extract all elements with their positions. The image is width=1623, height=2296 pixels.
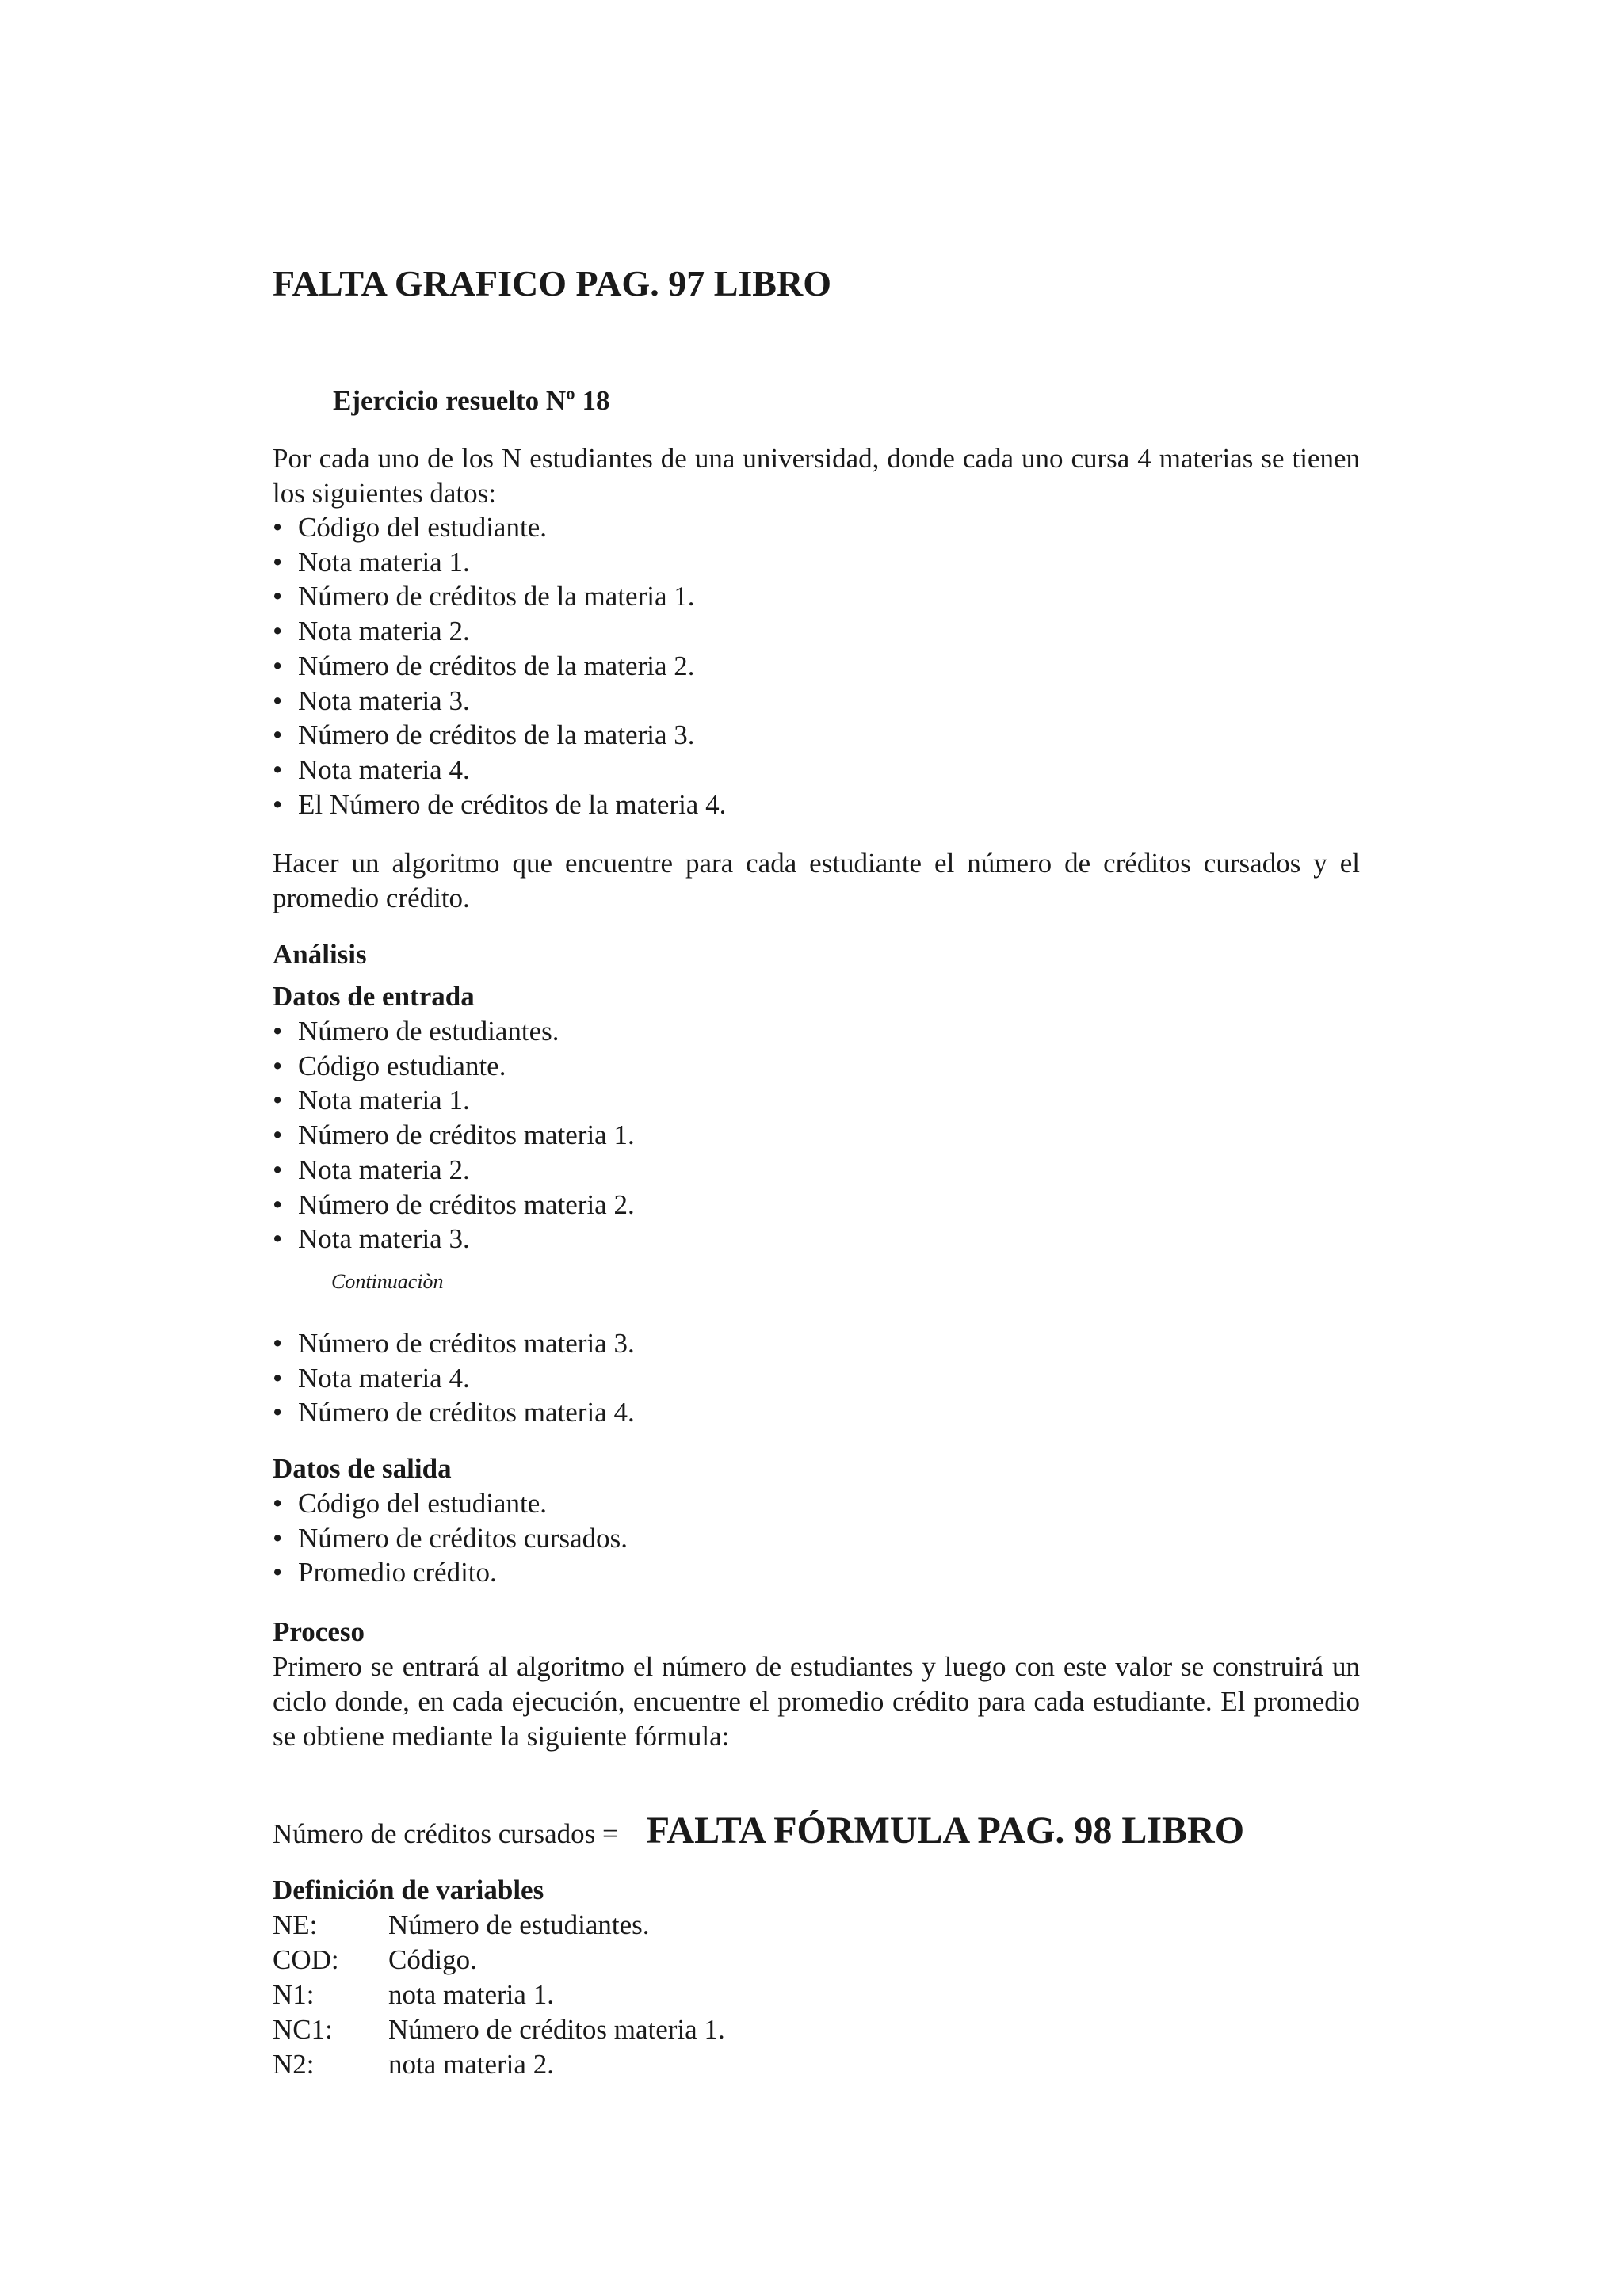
variable-row xyxy=(273,1978,1360,2012)
list-item: • Nota materia 1. xyxy=(273,545,1360,580)
list-item: • Número de créditos de la materia 3. xyxy=(273,718,1360,753)
process-heading: Proceso xyxy=(273,1616,365,1647)
variable-row xyxy=(273,1908,1360,1943)
output-data-list xyxy=(273,1486,1360,1590)
variable-description: nota materia 1. xyxy=(388,1979,554,2010)
list-item: • Nota materia 3. xyxy=(273,684,1360,719)
list-item: • Nota materia 4. xyxy=(273,753,1360,788)
list-item: • Nota materia 2. xyxy=(273,1153,1360,1188)
list-item: • Nota materia 1. xyxy=(273,1083,1360,1118)
formula-row xyxy=(273,1809,1360,1856)
missing-graph-note: FALTA GRAFICO PAG. 97 LIBRO xyxy=(273,263,831,303)
list-item: • Número de créditos de la materia 1. xyxy=(273,579,1360,614)
variable-name: COD: xyxy=(273,1944,339,1975)
list-item: • Código del estudiante. xyxy=(273,510,1360,545)
list-item: • Número de créditos materia 3. xyxy=(273,1326,1360,1361)
list-item: • Código del estudiante. xyxy=(273,1486,1360,1521)
formula-label: Número de créditos cursados = xyxy=(273,1818,618,1849)
list-item: • Nota materia 2. xyxy=(273,614,1360,649)
list-item: • El Número de créditos de la materia 4. xyxy=(273,788,1360,822)
variable-name: NC1: xyxy=(273,2014,333,2045)
list-item: • Número de créditos materia 1. xyxy=(273,1118,1360,1153)
exercise-title: Ejercicio resuelto Nº 18 xyxy=(333,385,610,416)
variable-row xyxy=(273,2047,1360,2082)
variables-heading: Definición de variables xyxy=(273,1875,544,1905)
missing-formula-note: FALTA FÓRMULA PAG. 98 LIBRO xyxy=(646,1810,1245,1852)
variables-list xyxy=(273,1908,1360,2082)
analysis-heading: Análisis xyxy=(273,939,367,970)
task-statement: Hacer un algoritmo que encuentre para cada estudiante el número de créditos cursados y el promedio crédito. xyxy=(273,848,1360,913)
variable-description: Número de créditos materia 1. xyxy=(388,2014,725,2045)
variable-name: N2: xyxy=(273,2049,315,2080)
output-data-heading: Datos de salida xyxy=(273,1453,452,1484)
variable-row xyxy=(273,1943,1360,1978)
variable-name: NE: xyxy=(273,1909,318,1940)
list-item: • Nota materia 4. xyxy=(273,1361,1360,1396)
continuation-note: Continuaciòn xyxy=(331,1270,444,1293)
list-item: • Número de créditos materia 2. xyxy=(273,1188,1360,1222)
list-item: • Número de créditos de la materia 2. xyxy=(273,649,1360,684)
statement-list xyxy=(273,510,1360,822)
variable-description: Número de estudiantes. xyxy=(388,1909,650,1940)
input-data-list-continued xyxy=(273,1326,1360,1430)
statement-intro: Por cada uno de los N estudiantes de una universidad, donde cada uno cursa 4 materias se tienen los siguientes datos: xyxy=(273,443,1360,509)
list-item: • Número de créditos cursados. xyxy=(273,1521,1360,1556)
variable-description: nota materia 2. xyxy=(388,2049,554,2080)
list-item: • Código estudiante. xyxy=(273,1049,1360,1084)
variable-description: Código. xyxy=(388,1944,477,1975)
list-item: • Promedio crédito. xyxy=(273,1555,1360,1590)
list-item: • Número de créditos materia 4. xyxy=(273,1395,1360,1430)
list-item: • Número de estudiantes. xyxy=(273,1014,1360,1049)
list-item: • Nota materia 3. xyxy=(273,1222,1360,1257)
input-data-heading: Datos de entrada xyxy=(273,981,475,1012)
variable-row xyxy=(273,2012,1360,2047)
variable-name: N1: xyxy=(273,1979,315,2010)
input-data-list xyxy=(273,1014,1360,1257)
process-text: Primero se entrará al algoritmo el número de estudiantes y luego con este valor se construirá un ciclo donde, en cada ejecución, encuentre el promedio crédito para cada estudiante. El promedio se obtiene mediante la siguiente fórmula: xyxy=(273,1651,1360,1752)
